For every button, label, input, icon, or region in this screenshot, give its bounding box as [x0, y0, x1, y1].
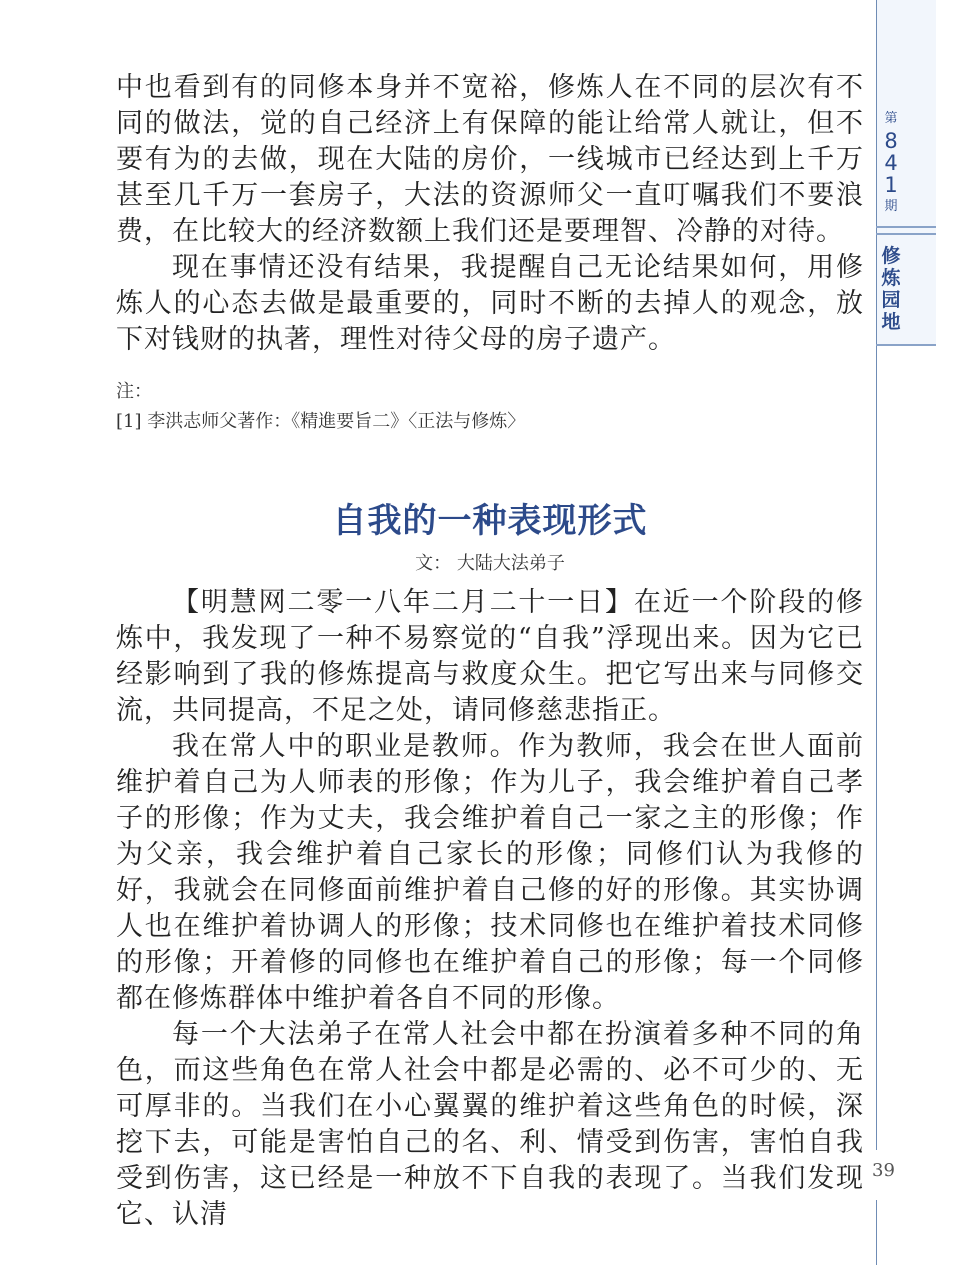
sidebar-divider-bottom: [876, 1200, 877, 1265]
footnotes: [116, 377, 525, 437]
paragraph: 我在常人中的职业是教师。作为教师，我会在世人面前维护着自己为人师表的形像；作为儿子，我会维护着自己孝子的形像；作为丈夫，我会维护着自己一家之主的形像；作为父亲，我会维护着自己家长的形像；同修们认为我修的好，我就会在同修面前维护着自己修的好的形像。其实协调人也在维护着协调人的形像；技术同修也在维护着技术同修的形像；开着修的同修也在维护着自己的形像；每一个同修都在修炼群体中维护着各自不同的形像。: [116, 731, 864, 1014]
sidebar-rule: [876, 344, 936, 346]
sidebar-rule: [876, 226, 936, 228]
column-title: 修 炼 园 地: [881, 245, 901, 333]
article-title: 自我的一种表现形式: [332, 501, 648, 541]
previous-article-ending: [116, 70, 864, 358]
paragraph: 每一个大法弟子在常人社会中都在扮演着多种不同的角色，而这些角色在常人社会中都是必需的、必不可少的、无可厚非的。当我们在小心翼翼的维护着这些角色的时候，深挖下去，可能是害怕自己的名、利、情受到伤害，害怕自我受到伤害，这已经是一种放不下自我的表现了。当我们发现它、认清: [116, 1019, 864, 1230]
paragraph: 中也看到有的同修本身并不宽裕，修炼人在不同的层次有不同的做法，觉的自己经济上有保障的能让给常人就让，但不要有为的去做，现在大陆的房价，一线城市已经达到上千万甚至几千万一套房子，大法的资源师父一直叮嘱我们不要浪费，在比较大的经济数额上我们还是要理智、冷静的对待。: [116, 72, 864, 247]
issue-label: [876, 108, 906, 218]
issue-prefix: 第: [884, 111, 898, 126]
sidebar-rule: [876, 233, 936, 235]
paragraph: 现在事情还没有结果，我提醒自己无论结果如何，用修炼人的心态去做是最重要的，同时不断的去掉人的观念，放下对钱财的执著，理性对待父母的房子遗产。: [116, 252, 864, 355]
notes-label: 注：: [116, 381, 152, 402]
issue-suffix: 期: [884, 199, 898, 214]
paragraph: 【明慧网二零一八年二月二十一日】在近一个阶段的修炼中，我发现了一种不易察觉的“自我”浮现出来。因为它已经影响到了我的修炼提高与救度众生。把它写出来与同修交流，共同提高，不足之处，请同修慈悲指正。: [116, 587, 864, 726]
issue-number: 8 4 1: [884, 129, 898, 197]
article-body: [116, 585, 864, 1233]
article-byline: 文： 大陆大法弟子: [415, 553, 565, 574]
page-number: 39: [872, 1160, 895, 1181]
footnote-item: [1] 李洪志师父著作：《精進要旨二》〈正法与修炼〉: [116, 411, 526, 432]
